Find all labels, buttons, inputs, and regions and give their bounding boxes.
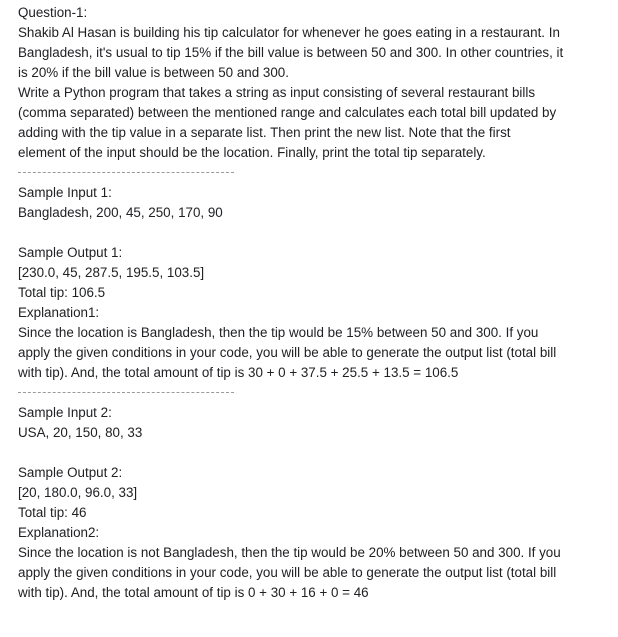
explanation-label: Explanation1: bbox=[18, 305, 100, 320]
explanation-line: Since the location is Bangladesh, then the tip would be 15% between 50 and 300. If you bbox=[18, 325, 539, 340]
sample-input-label: Sample Input 1: bbox=[18, 185, 112, 200]
question-line: Write a Python program that takes a string as input consisting of several restaurant bills bbox=[18, 85, 536, 100]
sample-total-tip: Total tip: 106.5 bbox=[18, 285, 106, 300]
sample-output-list: [230.0, 45, 287.5, 195.5, 103.5] bbox=[18, 265, 205, 280]
explanation-line: Since the location is not Bangladesh, then the tip would be 20% between 50 and 300. If you bbox=[18, 545, 561, 560]
sample-input-value: USA, 20, 150, 80, 33 bbox=[18, 425, 143, 440]
sample-input-label: Sample Input 2: bbox=[18, 405, 112, 420]
sample-output-label: Sample Output 2: bbox=[18, 465, 123, 480]
question-title: Question-1: bbox=[18, 5, 88, 20]
spacer bbox=[18, 443, 608, 463]
question-line: is 20% if the bill value is between 50 and 300. bbox=[18, 65, 289, 80]
sample-output-list: [20, 180.0, 96.0, 33] bbox=[18, 485, 138, 500]
question-line: (comma separated) between the mentioned range and calculates each total bill updated by bbox=[18, 105, 557, 120]
sample-input-value: Bangladesh, 200, 45, 250, 170, 90 bbox=[18, 205, 223, 220]
question-line: element of the input should be the location. Finally, print the total tip separately. bbox=[18, 145, 486, 160]
explanation-label: Explanation2: bbox=[18, 525, 100, 540]
section-divider bbox=[18, 392, 234, 393]
question-line: Bangladesh, it's usual to tip 15% if the bill value is between 50 and 300. In other countries, it bbox=[18, 45, 564, 60]
explanation-line: with tip). And, the total amount of tip is 0 + 30 + 16 + 0 = 46 bbox=[18, 585, 369, 600]
section-divider bbox=[18, 172, 234, 173]
question-line: adding with the tip value in a separate list. Then print the new list. Note that the first bbox=[18, 125, 511, 140]
sample-output-label: Sample Output 1: bbox=[18, 245, 123, 260]
explanation-line: with tip). And, the total amount of tip is 30 + 0 + 37.5 + 25.5 + 13.5 = 106.5 bbox=[18, 365, 459, 380]
explanation-line: apply the given conditions in your code, you will be able to generate the output list (total bill bbox=[18, 565, 557, 580]
spacer bbox=[18, 223, 608, 243]
sample-total-tip: Total tip: 46 bbox=[18, 505, 87, 520]
explanation-line: apply the given conditions in your code, you will be able to generate the output list (total bill bbox=[18, 345, 557, 360]
question-line: Shakib Al Hasan is building his tip calculator for whenever he goes eating in a restaurant. In bbox=[18, 25, 560, 40]
